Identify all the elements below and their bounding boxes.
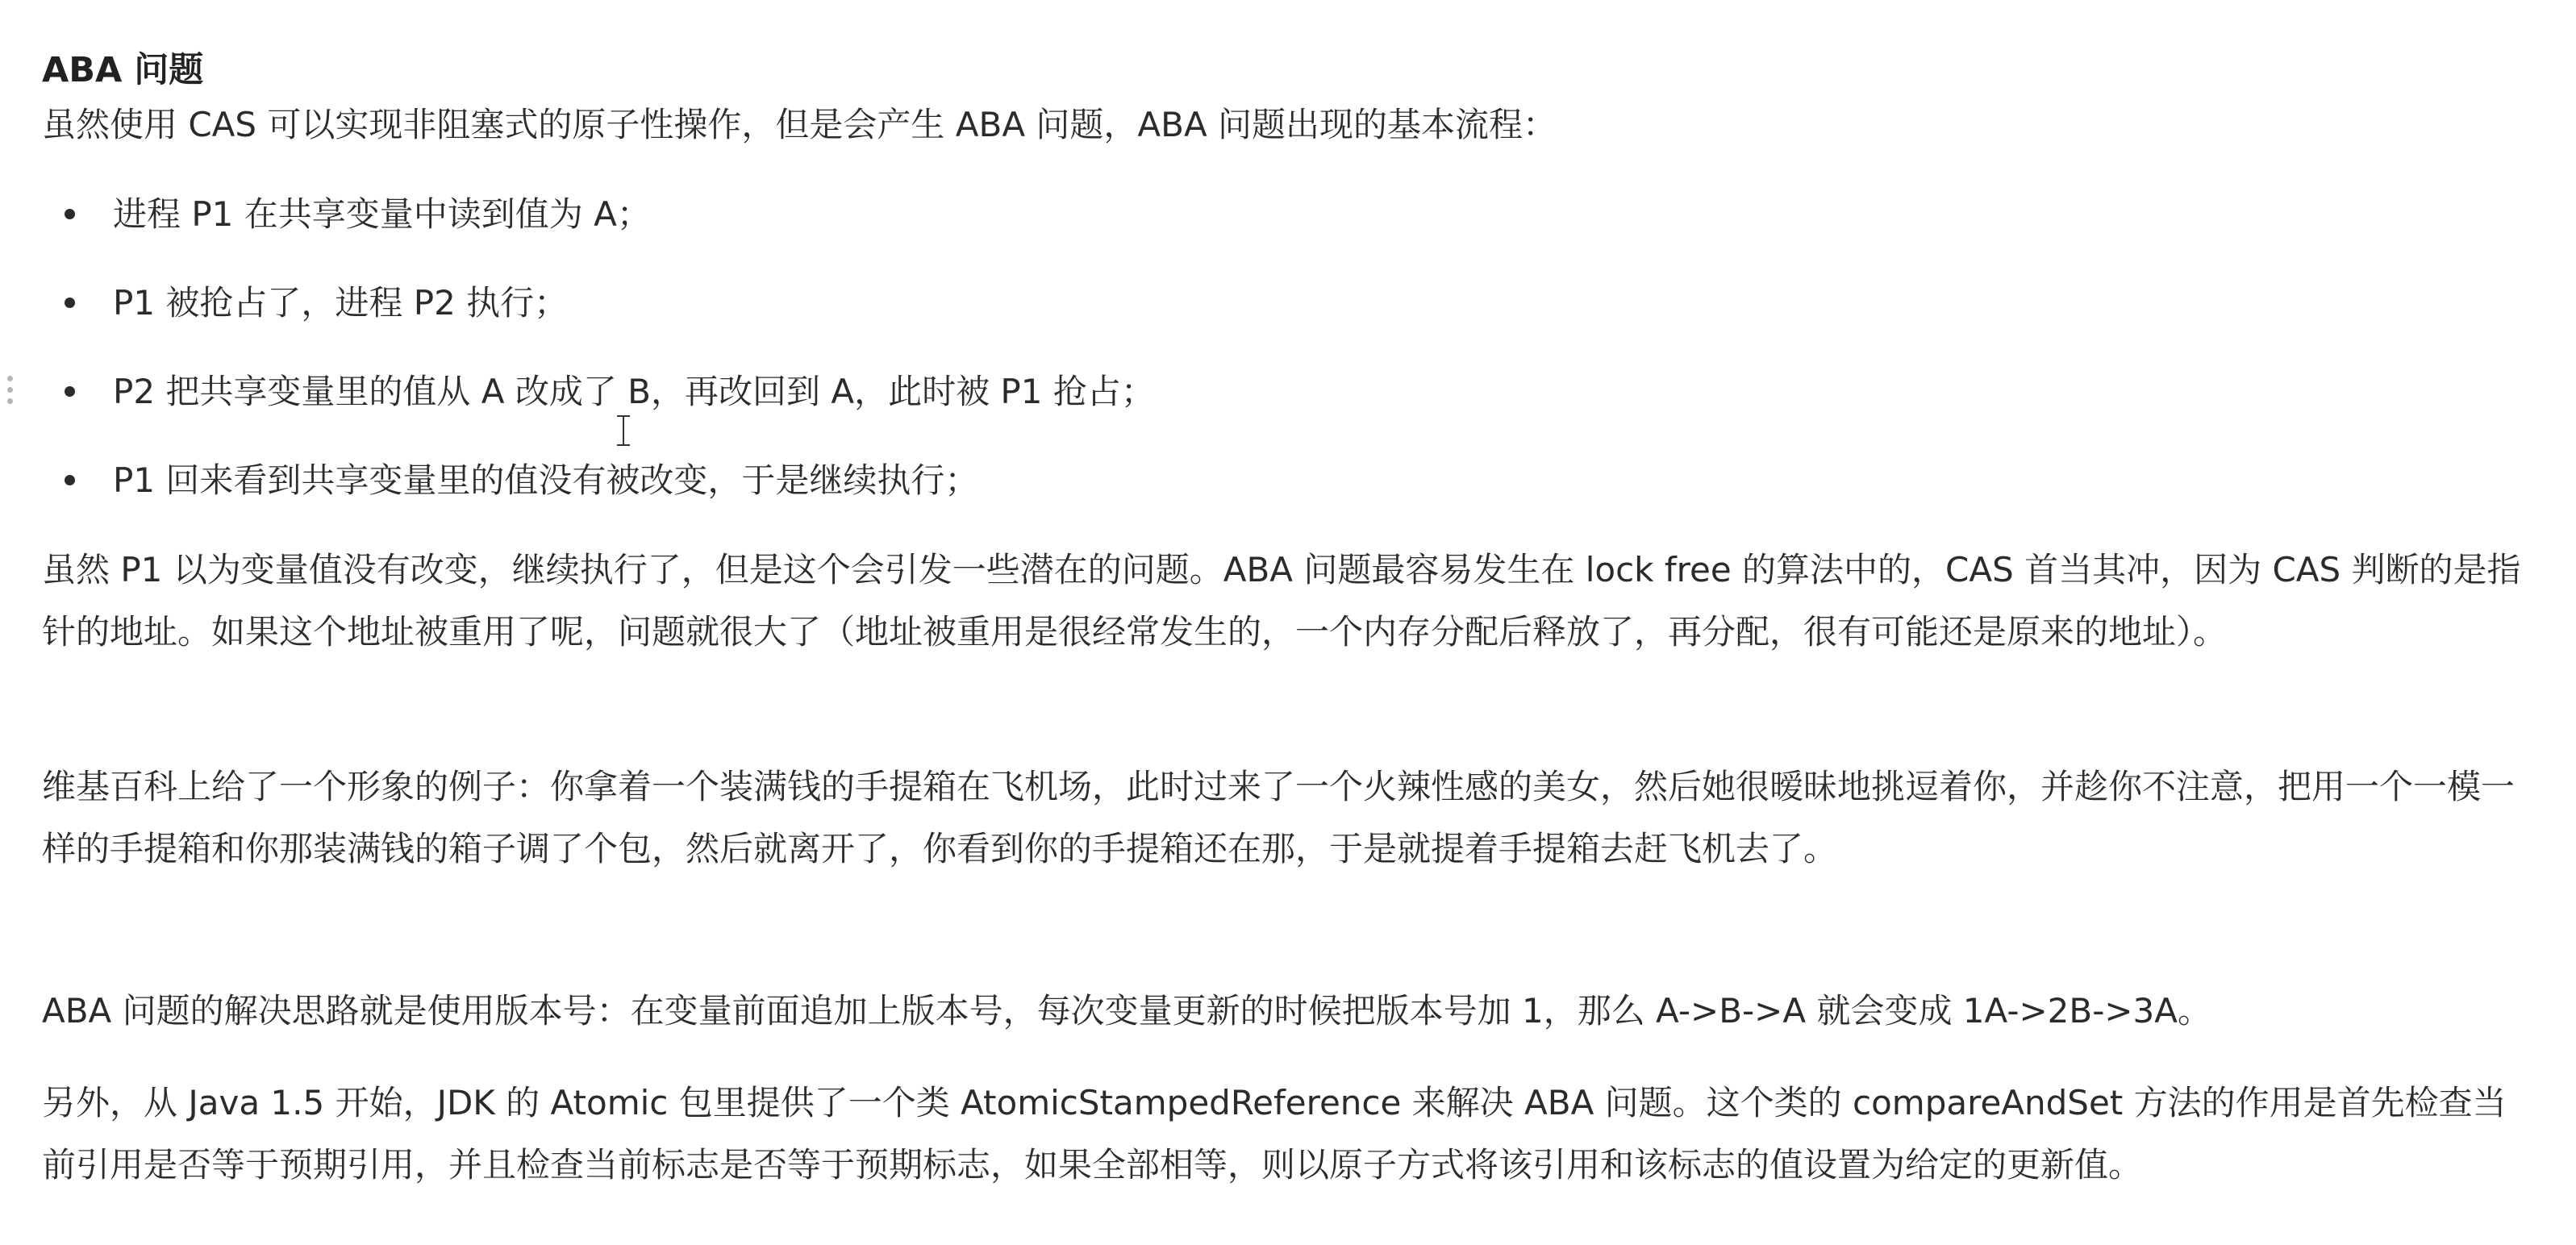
bullet-icon [65,298,75,308]
list-item[interactable] [42,183,2534,272]
block-drag-handle[interactable] [5,374,15,406]
bullet-icon [65,209,75,219]
bullet-icon [65,386,75,397]
section-heading: ABA 问题 [42,50,204,90]
problem-paragraph[interactable]: 虽然 P1 以为变量值没有改变，继续执行了，但是这个会引发一些潜在的问题。ABA 问题最容易发生在 lock free 的算法中的，CAS 首当其冲，因为 CAS 判断的是指针的地址。如果这个地址被重用了呢，问题就很大了（地址被重用是很经常发生的，一个内存分配后释放了，再分配，很有可能还是原来的地址）。 [42,550,2521,652]
text-cursor-icon [616,415,631,448]
drag-handle-dot [7,387,13,393]
list-item[interactable] [42,360,2534,449]
drag-handle-dot [7,398,13,404]
list-item-text: 进程 P1 在共享变量中读到值为 A； [113,194,651,234]
bullet-icon [65,475,75,485]
drag-handle-dot [7,376,13,381]
intro-paragraph[interactable]: 虽然使用 CAS 可以实现非阻塞式的原子性操作，但是会产生 ABA 问题，ABA 问题出现的基本流程： [42,105,1557,144]
wikipedia-example-paragraph[interactable]: 维基百科上给了一个形象的例子：你拿着一个装满钱的手提箱在飞机场，此时过来了一个火辣性感的美女，然后她很暧昧地挑逗着你，并趁你不注意，把用一个一模一样的手提箱和你那装满钱的箱子调了个包，然后就离开了，你看到你的手提箱还在那，于是就提着手提箱去赶飞机去了。 [42,767,2516,868]
list-item[interactable] [42,449,2534,538]
java-atomic-paragraph[interactable]: 另外，从 Java 1.5 开始，JDK 的 Atomic 包里提供了一个类 AtomicStampedReference 来解决 ABA 问题。这个类的 compareAndSet 方法的作用是首先检查当前引用是否等于预期引用，并且检查当前标志是否等于预期标志，如果全部相等，则以原子方式将该引用和该标志的值设置为给定的更新值。 [42,1083,2507,1185]
list-item-text: P2 把共享变量里的值从 A 改成了 B，再改回到 A，此时被 P1 抢占； [113,372,1155,411]
list-item[interactable] [42,272,2534,360]
list-item-text: P1 回来看到共享变量里的值没有被改变，于是继续执行； [113,460,979,500]
process-step-list [42,183,2534,538]
solution-paragraph[interactable]: ABA 问题的解决思路就是使用版本号：在变量前面追加上版本号，每次变量更新的时候把版本号加 1，那么 A->B->A 就会变成 1A->2B->3A。 [42,991,2212,1031]
list-item-text: P1 被抢占了，进程 P2 执行； [113,283,569,323]
